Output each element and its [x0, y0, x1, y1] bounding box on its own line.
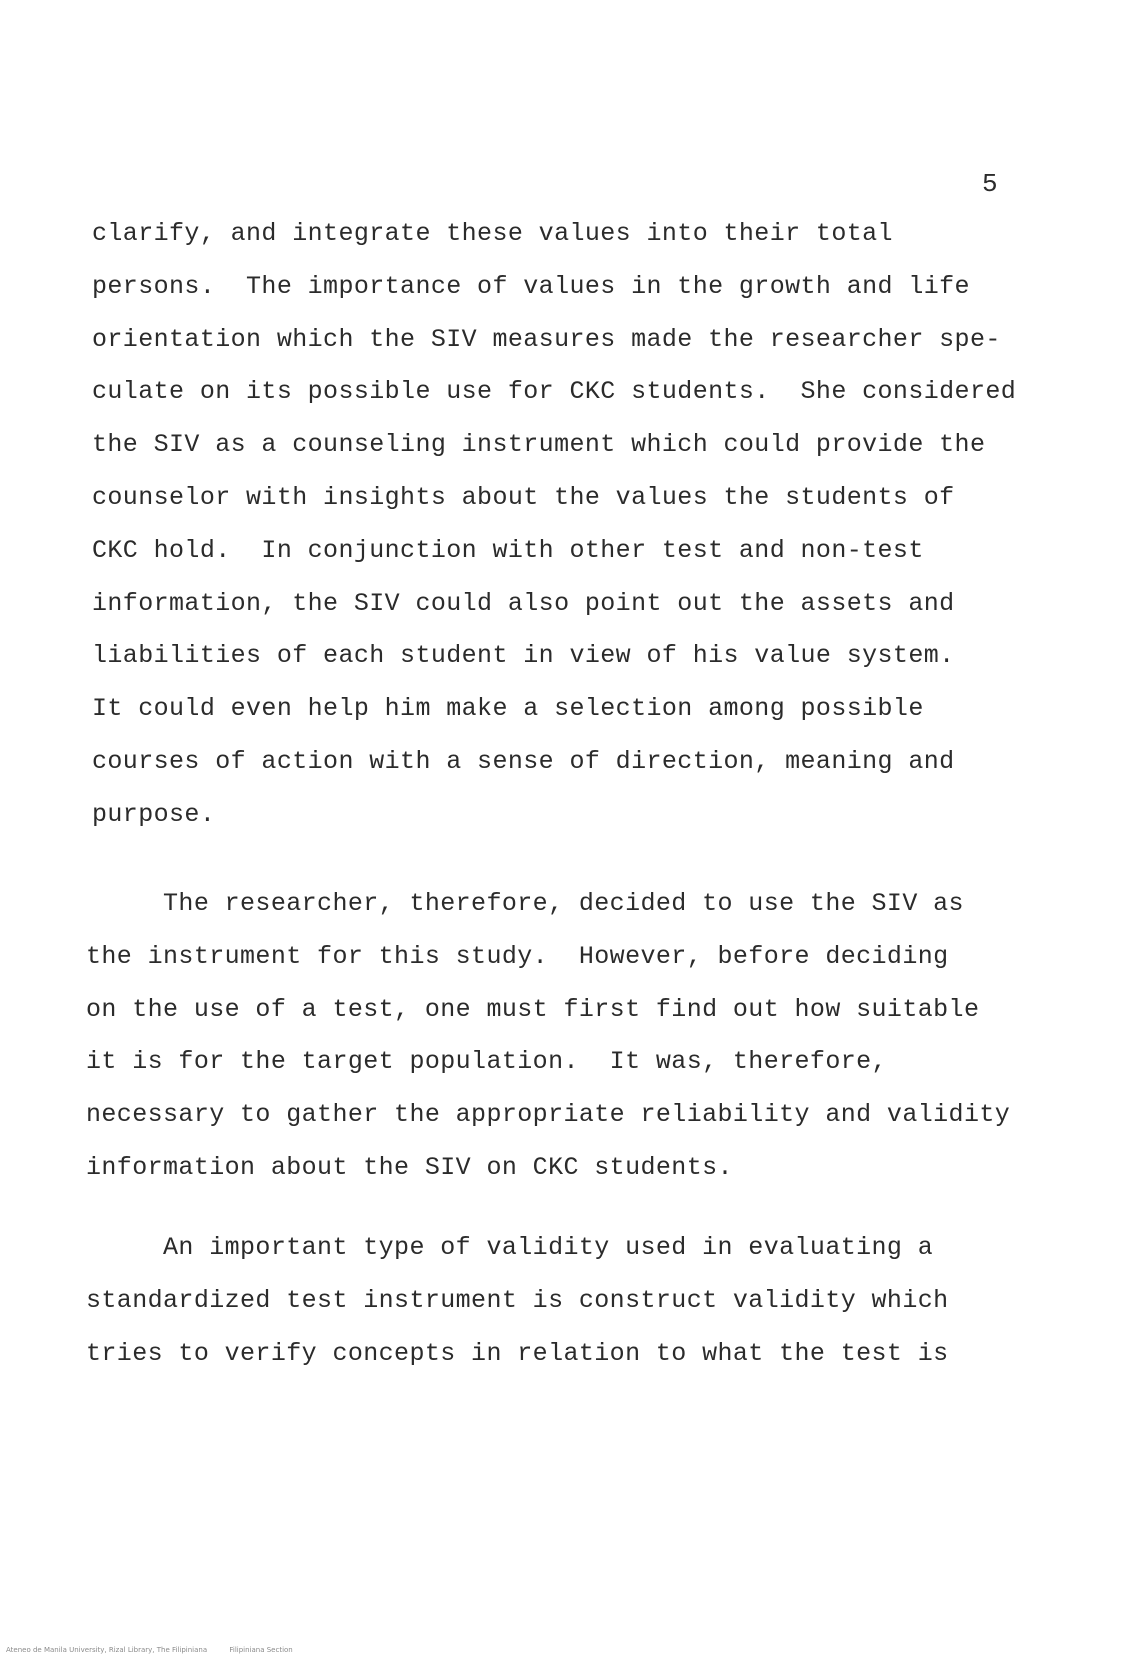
text-line: persons. The importance of values in the growth and life — [92, 271, 970, 301]
text-line: the instrument for this study. However, before deciding — [86, 941, 949, 971]
text-line: necessary to gather the appropriate reliability and validity — [86, 1100, 1011, 1130]
text-line: it is for the target population. It was, therefore, — [86, 1047, 887, 1077]
page-number: 5 — [982, 169, 998, 199]
text-line: standardized test instrument is construct validity which — [86, 1285, 949, 1315]
text-line: An important type of validity used in evaluating a — [86, 1233, 934, 1262]
text-line: tries to verify concepts in relation to what the test is — [86, 1338, 949, 1368]
text-line: CKC hold. In conjunction with other test and non-test — [92, 535, 924, 565]
text-line: the SIV as a counseling instrument which could provide the — [92, 430, 986, 460]
text-line: orientation which the SIV measures made the researcher spe- — [92, 324, 1001, 354]
text-line: clarify, and integrate these values into their total — [92, 219, 893, 248]
text-line: on the use of a test, one must first find out how suitable — [86, 994, 980, 1024]
body-paragraph — [92, 208, 1016, 842]
archive-footer-note: Ateneo de Manila University, Rizal Library, The Filipiniana Filipiniana Section — [6, 1646, 293, 1654]
text-line: purpose. — [92, 799, 216, 829]
text-line: counselor with insights about the values the students of — [92, 482, 955, 512]
text-line: It could even help him make a selection among possible — [92, 694, 924, 724]
body-paragraph — [86, 878, 1010, 1195]
body-paragraph — [86, 1222, 949, 1380]
text-line: culate on its possible use for CKC students. She considered — [92, 377, 1017, 407]
text-line: information, the SIV could also point out the assets and — [92, 588, 955, 618]
text-line: courses of action with a sense of direction, meaning and — [92, 746, 955, 776]
text-line: liabilities of each student in view of his value system. — [92, 641, 955, 671]
text-line: The researcher, therefore, decided to use the SIV as — [86, 889, 964, 918]
text-line: information about the SIV on CKC students. — [86, 1152, 733, 1182]
